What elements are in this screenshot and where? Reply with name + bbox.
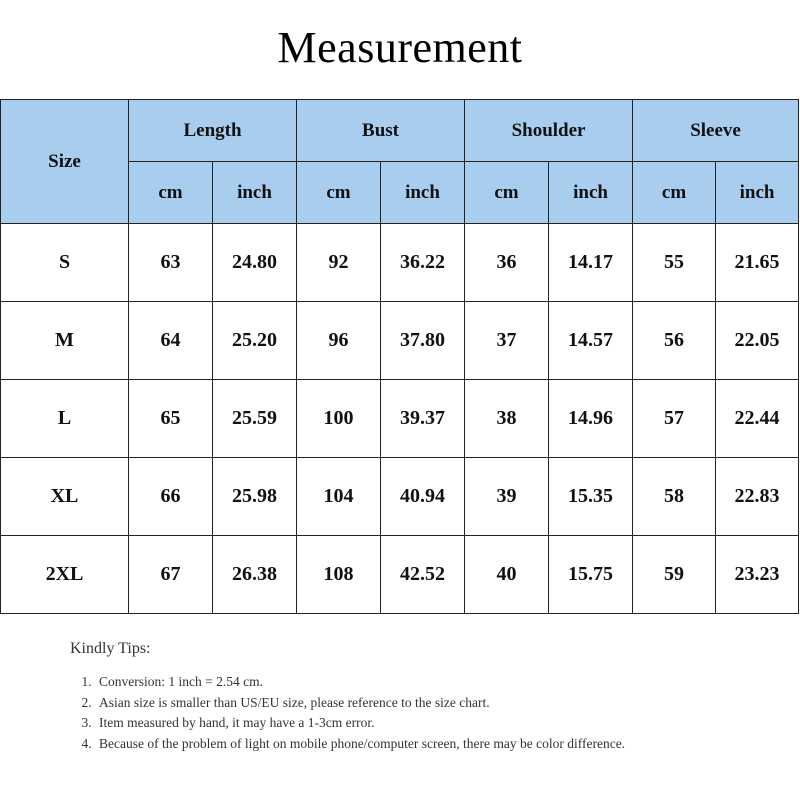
page-title: Measurement <box>277 23 523 72</box>
group-header-length: Length <box>129 100 297 162</box>
tip-item: 1. Conversion: 1 inch = 2.54 cm. <box>95 672 770 693</box>
table-cell: 14.57 <box>549 302 633 380</box>
kindly-tips <box>70 640 770 754</box>
table-cell: 22.05 <box>716 302 799 380</box>
unit-header-cm: cm <box>465 162 549 224</box>
table-cell: 67 <box>129 536 213 614</box>
table-cell: 15.35 <box>549 458 633 536</box>
table-row <box>1 380 799 458</box>
table-cell: 23.23 <box>716 536 799 614</box>
tips-list <box>70 672 770 754</box>
table-cell: 22.44 <box>716 380 799 458</box>
size-cell: L <box>1 380 129 458</box>
table-row <box>1 458 799 536</box>
table-cell: 40 <box>465 536 549 614</box>
unit-header-cm: cm <box>297 162 381 224</box>
table-cell: 57 <box>633 380 716 458</box>
table-cell: 38 <box>465 380 549 458</box>
table-cell: 25.59 <box>213 380 297 458</box>
size-table <box>0 99 799 614</box>
unit-header-inch: inch <box>549 162 633 224</box>
table-cell: 25.20 <box>213 302 297 380</box>
unit-header-cm: cm <box>129 162 213 224</box>
table-row <box>1 302 799 380</box>
table-cell: 37.80 <box>381 302 465 380</box>
table-cell: 26.38 <box>213 536 297 614</box>
unit-header-inch: inch <box>716 162 799 224</box>
table-cell: 63 <box>129 224 213 302</box>
size-cell: XL <box>1 458 129 536</box>
table-cell: 37 <box>465 302 549 380</box>
table-cell: 14.17 <box>549 224 633 302</box>
table-cell: 39.37 <box>381 380 465 458</box>
table-cell: 25.98 <box>213 458 297 536</box>
table-cell: 58 <box>633 458 716 536</box>
size-cell: 2XL <box>1 536 129 614</box>
tip-item: 3. Item measured by hand, it may have a 1-3cm error. <box>95 713 770 734</box>
group-header-bust: Bust <box>297 100 465 162</box>
table-cell: 100 <box>297 380 381 458</box>
table-cell: 22.83 <box>716 458 799 536</box>
size-cell: M <box>1 302 129 380</box>
table-cell: 59 <box>633 536 716 614</box>
table-cell: 56 <box>633 302 716 380</box>
table-cell: 108 <box>297 536 381 614</box>
table-cell: 36 <box>465 224 549 302</box>
table-cell: 21.65 <box>716 224 799 302</box>
table-cell: 42.52 <box>381 536 465 614</box>
tip-item: 4. Because of the problem of light on mobile phone/computer screen, there may be color difference. <box>95 734 659 755</box>
table-cell: 40.94 <box>381 458 465 536</box>
unit-header-inch: inch <box>381 162 465 224</box>
table-cell: 65 <box>129 380 213 458</box>
size-column-header: Size <box>1 100 129 224</box>
table-cell: 55 <box>633 224 716 302</box>
table-cell: 24.80 <box>213 224 297 302</box>
table-cell: 15.75 <box>549 536 633 614</box>
table-cell: 66 <box>129 458 213 536</box>
unit-header-cm: cm <box>633 162 716 224</box>
table-cell: 96 <box>297 302 381 380</box>
table-cell: 64 <box>129 302 213 380</box>
table-row <box>1 536 799 614</box>
table-cell: 92 <box>297 224 381 302</box>
group-header-sleeve: Sleeve <box>633 100 799 162</box>
table-cell: 104 <box>297 458 381 536</box>
tip-item: 2. Asian size is smaller than US/EU size, please reference to the size chart. <box>95 693 770 714</box>
unit-header-inch: inch <box>213 162 297 224</box>
table-cell: 39 <box>465 458 549 536</box>
table-cell: 14.96 <box>549 380 633 458</box>
table-cell: 36.22 <box>381 224 465 302</box>
tips-heading: Kindly Tips: <box>70 640 151 657</box>
size-cell: S <box>1 224 129 302</box>
group-header-shoulder: Shoulder <box>465 100 633 162</box>
table-row <box>1 224 799 302</box>
